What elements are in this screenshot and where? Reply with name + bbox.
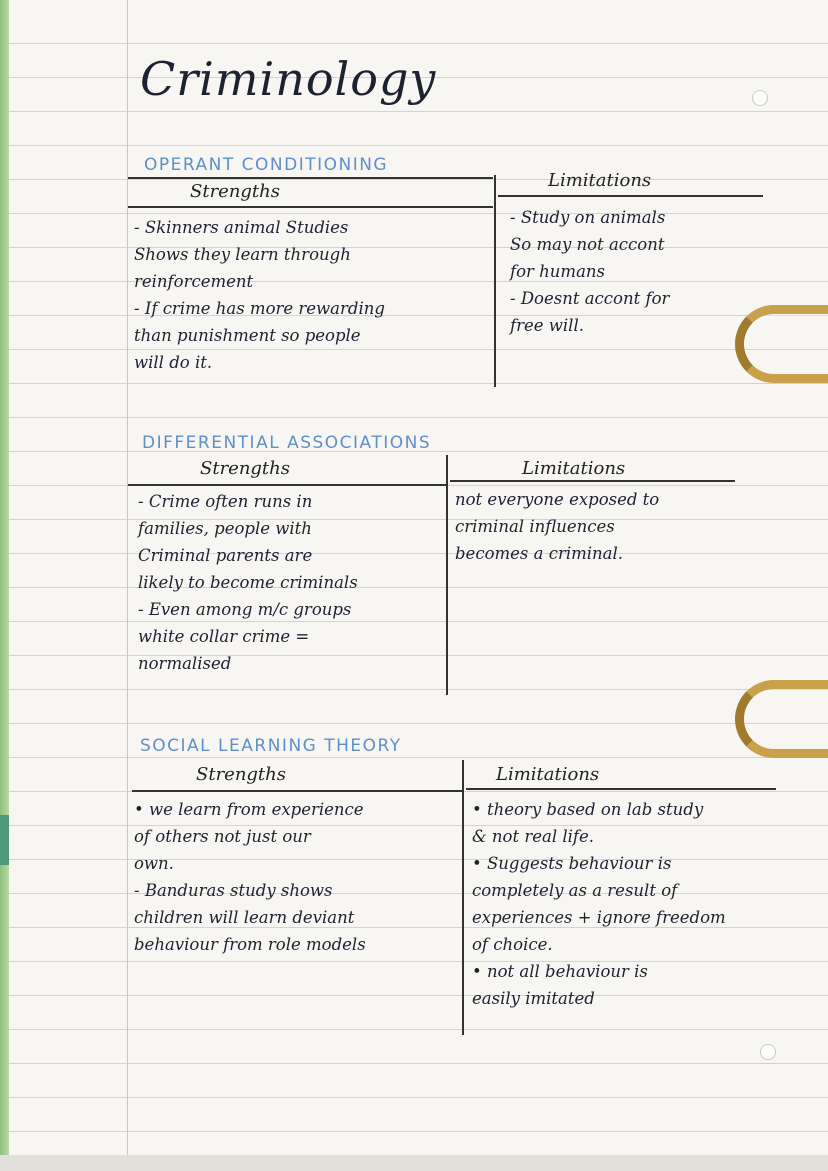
limitations-heading: Limitations: [548, 170, 652, 191]
list-item: not everyone exposed to: [455, 490, 660, 509]
list-item: • theory based on lab study: [472, 800, 704, 819]
strengths-heading: Strengths: [196, 764, 286, 785]
list-item: will do it.: [134, 353, 213, 372]
list-item: own.: [134, 854, 174, 873]
punch-hole-top: [752, 90, 768, 106]
limitations-list: [455, 486, 659, 567]
column-divider: [462, 760, 464, 1035]
table-divider: [466, 788, 776, 790]
list-item: children will learn deviant: [134, 908, 355, 927]
section-heading-operant: OPERANT CONDITIONING: [144, 155, 389, 175]
limitations-list: [510, 204, 669, 339]
list-item: - Study on animals: [510, 208, 666, 227]
limitations-heading: Limitations: [496, 764, 600, 785]
list-item: behaviour from role models: [134, 935, 366, 954]
list-item: experiences + ignore freedom: [472, 908, 726, 927]
list-item: • not all behaviour is: [472, 962, 648, 981]
list-item: - Banduras study shows: [134, 881, 333, 900]
list-item: • we learn from experience: [134, 800, 364, 819]
limitations-list: [472, 796, 726, 1012]
list-item: Shows they learn through: [134, 245, 351, 264]
list-item: likely to become criminals: [138, 573, 358, 592]
list-item: Criminal parents are: [138, 546, 313, 565]
page-bottom: [0, 1155, 828, 1171]
punch-hole-bottom: [760, 1044, 776, 1060]
list-item: • Suggests behaviour is: [472, 854, 672, 873]
list-item: - Crime often runs in: [138, 492, 313, 511]
limitations-heading: Limitations: [522, 458, 626, 479]
section-heading-social-learning: SOCIAL LEARNING THEORY: [140, 736, 402, 756]
list-item: reinforcement: [134, 272, 254, 291]
list-item: - Skinners animal Studies: [134, 218, 349, 237]
strengths-heading: Strengths: [200, 458, 290, 479]
list-item: of others not just our: [134, 827, 311, 846]
list-item: of choice.: [472, 935, 553, 954]
section-heading-differential: DIFFERENTIAL ASSOCIATIONS: [142, 433, 432, 453]
binder-ring-icon: [735, 680, 828, 758]
strengths-list: [134, 214, 385, 376]
table-divider: [128, 206, 493, 208]
list-item: free will.: [510, 316, 584, 335]
list-item: than punishment so people: [134, 326, 361, 345]
column-divider: [494, 175, 496, 387]
list-item: - Even among m/c groups: [138, 600, 352, 619]
list-item: & not real life.: [472, 827, 595, 846]
table-divider: [450, 480, 735, 482]
table-divider: [128, 484, 448, 486]
strengths-list: [134, 796, 366, 958]
list-item: white collar crime =: [138, 627, 310, 646]
page-title: Criminology: [140, 52, 437, 106]
margin-line: [127, 0, 128, 1171]
column-divider: [446, 455, 448, 695]
list-item: families, people with: [138, 519, 312, 538]
list-item: easily imitated: [472, 989, 595, 1008]
heading-underline: [128, 177, 493, 179]
list-item: completely as a result of: [472, 881, 678, 900]
strengths-heading: Strengths: [190, 181, 280, 202]
list-item: normalised: [138, 654, 232, 673]
list-item: - Doesnt accont for: [510, 289, 670, 308]
list-item: for humans: [510, 262, 606, 281]
table-divider: [498, 195, 763, 197]
list-item: criminal influences: [455, 517, 615, 536]
page-edge: [0, 0, 9, 1171]
list-item: So may not accont: [510, 235, 665, 254]
strengths-list: [138, 488, 358, 677]
table-divider: [132, 790, 462, 792]
list-item: becomes a criminal.: [455, 544, 624, 563]
binder-ring-icon: [735, 305, 828, 383]
list-item: - If crime has more rewarding: [134, 299, 385, 318]
